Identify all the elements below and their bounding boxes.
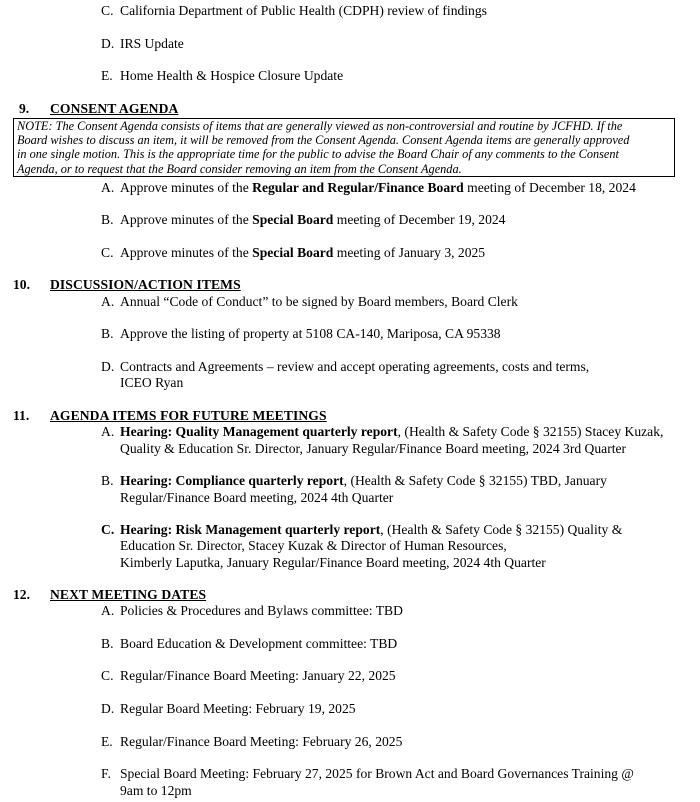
list-item: C. Hearing: Risk Management quarterly report, (Health & Safety Code § 32155) Quality & [101,522,623,537]
section-title: CONSENT AGENDA [50,101,179,116]
list-item: B. Approve minutes of the Special Board meeting of December 19, 2024 [101,212,506,227]
list-item: F. Special Board Meeting: February 27, 2025 for Brown Act and Board Governances Training @ [101,766,634,781]
section-title: AGENDA ITEMS FOR FUTURE MEETINGS [50,408,327,423]
list-item-continuation: Quality & Education Sr. Director, January Regular/Finance Board meeting, 2024 3rd Quarter [120,441,627,456]
section-title: NEXT MEETING DATES [50,587,207,602]
section-number: 9. [19,101,30,116]
list-item: D. Contracts and Agreements – review and accept operating agreements, costs and terms, [101,359,590,374]
list-item: B. Approve the listing of property at 5108 CA-140, Mariposa, CA 95338 [101,326,501,341]
list-item-continuation: Regular/Finance Board meeting, 2024 4th Quarter [120,490,394,505]
list-item-continuation: Education Sr. Director, Stacey Kuzak & Director of Human Resources, [120,538,507,553]
list-item: C. Regular/Finance Board Meeting: January 22, 2025 [101,668,396,683]
section-number: 10. [13,277,30,292]
list-item: A. Hearing: Quality Management quarterly report, (Health & Safety Code § 32155) Stacey Kuzak, [101,424,664,439]
list-item: B. Board Education & Development committee: TBD [101,636,398,651]
list-item-continuation: 9am to 12pm [120,783,192,798]
list-item: E. Home Health & Hospice Closure Update [101,68,344,83]
section-title: DISCUSSION/ACTION ITEMS [50,277,241,292]
list-item: E. Regular/Finance Board Meeting: February 26, 2025 [101,734,403,749]
list-item: A. Policies & Procedures and Bylaws committee: TBD [101,603,403,618]
list-item: D. Regular Board Meeting: February 19, 2025 [101,701,356,716]
list-item: B. Hearing: Compliance quarterly report, (Health & Safety Code § 32155) TBD, January [101,473,607,488]
section-number: 11. [13,408,30,423]
consent-agenda-note: NOTE: The Consent Agenda consists of items that are generally viewed as non-controversial and routine by JCFHD. If the Board wishes to discuss an item, it will be removed from the Consent Agenda. Consent Agenda items are generally approved in one single motion. This is the appropriate time for the public to advise the Board Chair of any comments to the Consent Agenda, or to request that the Board consider removing an item from the Consent Agenda. [13,118,675,177]
list-item-continuation: Kimberly Laputka, January Regular/Finance Board meeting, 2024 4th Quarter [120,555,546,570]
list-item-continuation: ICEO Ryan [120,375,184,390]
section-number: 12. [13,587,30,602]
list-item: A. Approve minutes of the Regular and Regular/Finance Board meeting of December 18, 2024 [101,180,636,195]
list-item: A. Annual “Code of Conduct” to be signed by Board members, Board Clerk [101,294,518,309]
list-item: C. California Department of Public Health (CDPH) review of findings [101,3,487,18]
list-item: C. Approve minutes of the Special Board meeting of January 3, 2025 [101,245,486,260]
list-item: D. IRS Update [101,36,184,51]
